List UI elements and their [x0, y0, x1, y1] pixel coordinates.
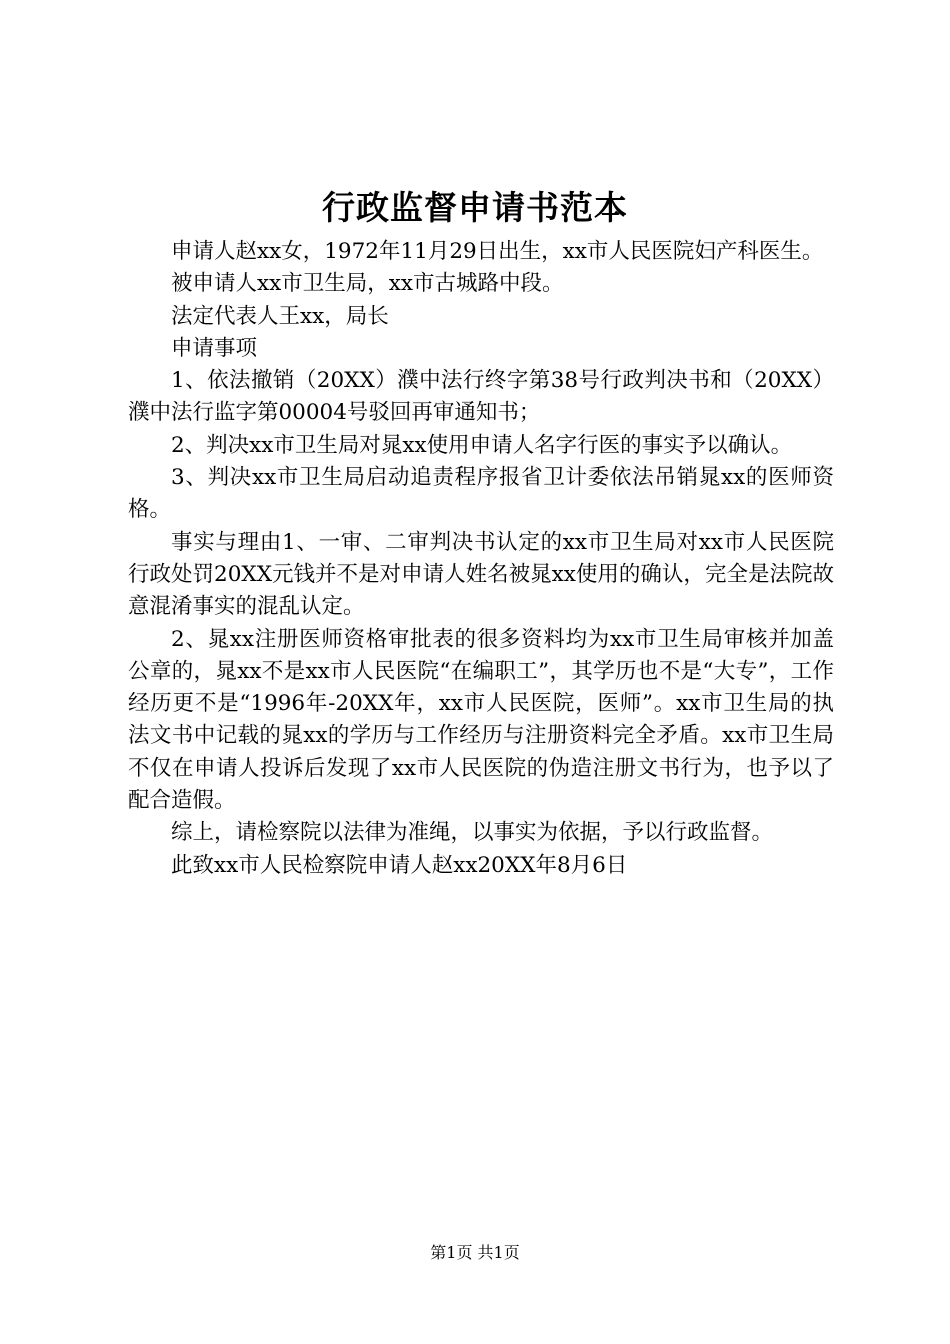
- request-item-2: 2、判决xx市卫生局对晁xx使用申请人名字行医的事实予以确认。: [171, 432, 793, 458]
- page-number-footer: 第1页 共1页: [430, 1243, 520, 1262]
- closing-paragraph: 此致xx市人民检察院申请人赵xx20XX年8月6日: [171, 852, 628, 878]
- document-title: 行政监督申请书范本: [322, 188, 628, 227]
- facts-reason-1: 事实与理由1、一审、二审判决书认定的xx市卫生局对xx市人民医院行政处罚20XX元钱并不是对申请人姓名被晁xx使用的确认，完全是法院故意混淆事实的混乱认定。: [128, 529, 834, 620]
- request-items-heading: 申请事项: [171, 335, 258, 361]
- request-item-1: 1、依法撤销（20XX）濮中法行终字第38号行政判决书和（20XX）濮中法行监字第00004号驳回再审通知书；: [128, 368, 834, 426]
- applicant-paragraph: 申请人赵xx女，1972年11月29日出生，xx市人民医院妇产科医生。: [171, 239, 824, 264]
- document-body: [128, 236, 834, 882]
- conclusion-paragraph: 综上，请检察院以法律为准绳，以事实为依据，予以行政监督。: [171, 820, 774, 846]
- request-item-3: 3、判决xx市卫生局启动追责程序报省卫计委依法吊销晁xx的医师资格。: [128, 465, 834, 523]
- legal-representative-paragraph: 法定代表人王xx，局长: [171, 303, 389, 329]
- facts-reason-2: 2、晁xx注册医师资格审批表的很多资料均为xx市卫生局审核并加盖公章的，晁xx不是xx市人民医院“在编职工”，其学历也不是“大专”，工作经历更不是“1996年-20XX年，xx市人民医院，医师”。xx市卫生局的执法文书中记载的晁xx的学历与工作经历与注册资料完全矛盾。xx市卫生局不仅在申请人投诉后发现了xx市人民医院的伪造注册文书行为，也予以了配合造假。: [128, 626, 834, 814]
- respondent-paragraph: 被申请人xx市卫生局，xx市古城路中段。: [171, 271, 564, 297]
